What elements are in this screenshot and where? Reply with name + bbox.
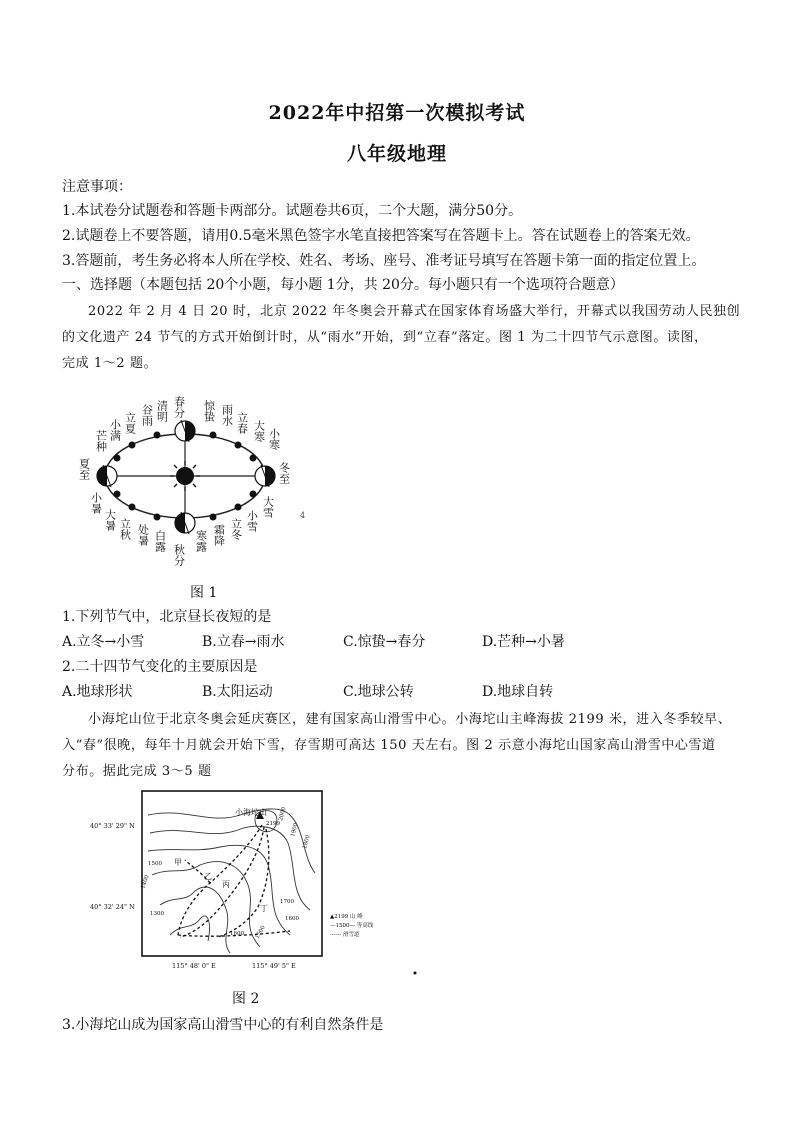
exam-title: 2022年中招第一次模拟考试 xyxy=(268,102,526,124)
term-qiufen: 秋分 xyxy=(172,544,186,566)
term-dahan: 大寒 xyxy=(252,420,266,442)
point-jia: 甲 xyxy=(174,858,182,867)
term-mangzhong: 芒种 xyxy=(94,430,108,452)
notice-item-2: 2.试题卷上不要答题，请用0.5毫米黑色签字水笔直接把答案写在答题卡上。答在试题卷上的答案无效。 xyxy=(62,228,700,244)
lon-right-label: 115° 49' 5" E xyxy=(252,962,296,970)
term-hanlu: 寒露 xyxy=(194,530,208,552)
point-ding: 丁 xyxy=(260,904,268,913)
point-bing: 丙 xyxy=(222,880,230,889)
contour-label: 1600 xyxy=(230,931,244,937)
orbit-dot xyxy=(154,432,161,439)
ski-runs xyxy=(178,825,290,937)
passage2-line3: 分布。据此完成 3～5 题 xyxy=(62,764,212,779)
orbit-dot xyxy=(210,514,217,521)
orbit-dot xyxy=(154,514,161,521)
term-guyu: 谷雨 xyxy=(140,404,154,426)
lat-bottom-label: 40° 32' 24" N xyxy=(90,903,135,911)
contour-label: 1900 xyxy=(290,822,300,838)
term-shuangjiang: 霜降 xyxy=(212,524,226,546)
figure2-caption: 图 2 xyxy=(232,991,260,1007)
q1-stem: 1.下列节气中，北京昼长夜短的是 xyxy=(62,609,272,625)
orbit-dot xyxy=(235,442,242,449)
term-xiaoman: 小满 xyxy=(108,419,122,441)
earth-summer-icon xyxy=(97,465,117,487)
contour-label: 1800 xyxy=(302,834,312,850)
legend-peak: ▲2199 山 峰 xyxy=(330,914,363,920)
term-daxue: 大雪 xyxy=(261,496,275,518)
q2-option-b: B.太阳运动 xyxy=(202,684,273,700)
orbit-dot xyxy=(250,491,257,498)
term-jingzhe: 惊蛰 xyxy=(202,400,216,422)
passage2-line1: 小海坨山位于北京冬奥会延庆赛区，建有国家高山滑雪中心。小海坨山主峰海拔 2199 米，进入冬季较早、 xyxy=(88,712,732,727)
q2-stem: 2.二十四节气变化的主要原因是 xyxy=(62,659,258,675)
earth-winter-icon xyxy=(255,465,275,487)
orbit-dot xyxy=(210,432,217,439)
earth-autumn-icon xyxy=(175,512,195,534)
orbit-dot xyxy=(114,455,121,462)
lat-top-label: 40° 33' 29" N xyxy=(90,822,135,830)
q1-option-a: A.立冬→小雪 xyxy=(62,634,145,650)
term-chunfen: 春分 xyxy=(172,396,186,418)
term-xiazhi: 夏至 xyxy=(77,458,91,480)
ski-center-map xyxy=(90,785,430,980)
exam-subtitle: 八年级地理 xyxy=(346,143,447,165)
notice-heading: 注意事项： xyxy=(62,179,132,195)
contour-label: 1700 xyxy=(280,899,294,905)
orbit-dot xyxy=(235,504,242,511)
term-lidong: 立冬 xyxy=(229,518,243,540)
term-dongzhi: 冬至 xyxy=(277,462,291,484)
passage1-line1: 2022 年 2 月 4 日 20 时，北京 2022 年冬奥会开幕式在国家体育场盛大举行，开幕式以我国劳动人民独创 xyxy=(88,304,741,319)
q2-option-a: A.地球形状 xyxy=(62,684,133,700)
passage1-line3: 完成 1～2 题。 xyxy=(62,356,158,371)
contour-label: 2000 xyxy=(278,806,288,822)
q2-option-c: C.地球公转 xyxy=(343,684,414,700)
orbit-dot xyxy=(129,504,136,511)
solar-terms-diagram xyxy=(70,384,320,574)
term-yushui: 雨水 xyxy=(220,404,234,426)
orbit-dot xyxy=(129,442,136,449)
q1-option-d: D.芒种→小暑 xyxy=(482,634,565,650)
peak-name-label: 小海坨山 xyxy=(235,808,267,817)
point-yi: 乙 xyxy=(204,872,212,881)
term-xiaohan: 小寒 xyxy=(267,428,281,450)
notice-item-1: 1.本试卷分试题卷和答题卡两部分。试题卷共6页，二个大题，满分50分。 xyxy=(62,203,523,219)
term-lichun: 立春 xyxy=(235,412,249,434)
contour-label: 1300 xyxy=(150,911,164,917)
term-lixia: 立夏 xyxy=(123,412,137,434)
contour-label: 1400 xyxy=(140,874,151,890)
stray-mark: 4 xyxy=(300,511,306,520)
passage1-line2: 的文化遗产 24 节气的方式开始倒计时，从“雨水”开始，到“立春”落定。图 1 为二十四节气示意图。读图， xyxy=(62,330,708,345)
q2-option-d: D.地球自转 xyxy=(482,684,554,700)
contour-label: 1600 xyxy=(285,916,299,922)
earth-spring-icon xyxy=(175,420,195,442)
orbit-dot xyxy=(250,455,257,462)
contour-label: 1500 xyxy=(254,924,267,940)
term-chushu: 处暑 xyxy=(136,524,150,546)
term-bailu: 白露 xyxy=(153,530,167,552)
peak-elevation-label: 2199 xyxy=(266,821,280,827)
contour-label: 1500 xyxy=(148,861,162,867)
term-xiaoxue: 小雪 xyxy=(245,510,259,532)
figure1-caption: 图 1 xyxy=(190,585,218,601)
q1-option-c: C.惊蛰→春分 xyxy=(343,634,426,650)
term-qingming: 清明 xyxy=(155,400,169,422)
legend-contour: —1500— 等高线 xyxy=(330,923,374,929)
orbit-dot xyxy=(114,491,121,498)
term-xiaoshu: 小暑 xyxy=(89,492,103,514)
q3-stem: 3.小海坨山成为国家高山滑雪中心的有利自然条件是 xyxy=(62,1017,384,1033)
notice-item-3: 3.答题前，考生务必将本人所在学校、姓名、考场、座号、准考证号填写在答题卡第一面的指定位置上。 xyxy=(62,253,706,269)
stray-dot xyxy=(414,972,417,975)
term-liqiu: 立秋 xyxy=(118,518,132,540)
term-dashu: 大暑 xyxy=(103,509,117,531)
lon-left-label: 115° 48' 0" E xyxy=(172,962,216,970)
section-heading: 一、选择题（本题包括 20个小题，每小题 1分，共 20分。每小题只有一个选项符合题意） xyxy=(62,277,624,293)
q1-option-b: B.立春→雨水 xyxy=(202,634,285,650)
legend-ski-run: ------ 滑雪道 xyxy=(330,932,360,938)
passage2-line2: 入“春”很晚，每年十月就会开始下雪，存雪期可高达 150 天左右。图 2 示意小海坨山国家高山滑雪中心雪道 xyxy=(62,738,716,753)
